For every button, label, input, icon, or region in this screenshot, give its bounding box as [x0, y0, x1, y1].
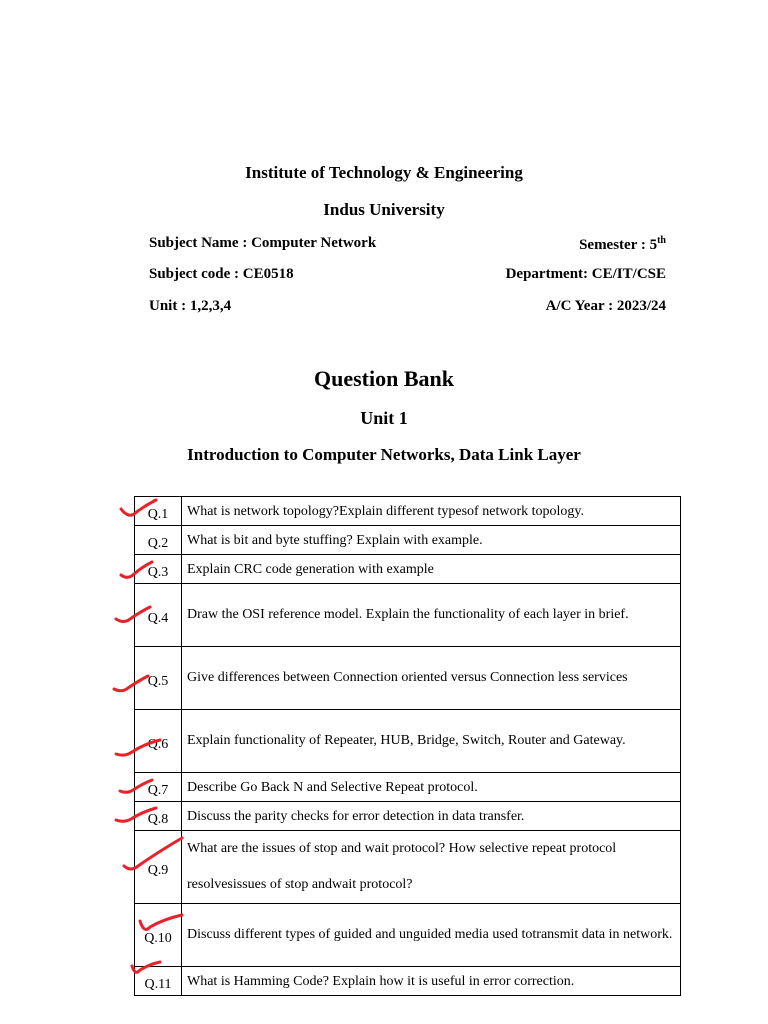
units: Unit : 1,2,3,4: [149, 298, 232, 314]
question-table: [134, 496, 681, 996]
question-text: Give differences between Connection oriented versus Connection less services: [182, 647, 681, 710]
question-text: Explain CRC code generation with example: [182, 555, 681, 584]
question-text: Discuss the parity checks for error detection in data transfer.: [182, 802, 681, 831]
table-row: [135, 584, 681, 647]
question-number: Q.8: [135, 802, 182, 831]
question-number: Q.5: [135, 647, 182, 710]
question-text: What is Hamming Code? Explain how it is useful in error correction.: [182, 967, 681, 996]
question-text: Discuss different types of guided and unguided media used totransmit data in network.: [182, 904, 681, 967]
question-text: What is network topology?Explain different typesof network topology.: [182, 497, 681, 526]
question-number: Q.2: [135, 526, 182, 555]
question-number: Q.4: [135, 584, 182, 647]
department: Department: CE/IT/CSE: [505, 266, 666, 282]
question-number: Q.10: [135, 904, 182, 967]
question-text: Explain functionality of Repeater, HUB, Bridge, Switch, Router and Gateway.: [182, 710, 681, 773]
subject-code: Subject code : CE0518: [149, 266, 294, 282]
university-name: Indus University: [323, 200, 445, 219]
table-row: [135, 967, 681, 996]
page-title: Question Bank: [314, 366, 454, 391]
table-row: [135, 497, 681, 526]
table-row: [135, 802, 681, 831]
table-row: [135, 647, 681, 710]
question-text: What are the issues of stop and wait protocol? How selective repeat protocol resolvesissues of stop andwait protocol?: [182, 831, 681, 904]
table-row: [135, 773, 681, 802]
table-row: [135, 831, 681, 904]
institute-name: Institute of Technology & Engineering: [245, 163, 523, 182]
question-text: Describe Go Back N and Selective Repeat protocol.: [182, 773, 681, 802]
question-number: Q.6: [135, 710, 182, 773]
question-number: Q.7: [135, 773, 182, 802]
question-text: Draw the OSI reference model. Explain the functionality of each layer in brief.: [182, 584, 681, 647]
table-row: [135, 904, 681, 967]
meta-row-unit: [149, 298, 666, 315]
table-row: [135, 555, 681, 584]
question-number: Q.11: [135, 967, 182, 996]
unit-heading: Unit 1: [360, 408, 408, 428]
subject-name: Subject Name : Computer Network: [149, 235, 377, 251]
table-row: [135, 526, 681, 555]
question-number: Q.3: [135, 555, 182, 584]
academic-year: A/C Year : 2023/24: [545, 298, 666, 314]
meta-row-subject: [149, 235, 666, 254]
question-number: Q.1: [135, 497, 182, 526]
question-text: What is bit and byte stuffing? Explain with example.: [182, 526, 681, 555]
meta-row-code: [149, 266, 666, 283]
semester: Semester : 5th: [579, 235, 666, 253]
question-number: Q.9: [135, 831, 182, 904]
table-row: [135, 710, 681, 773]
topic-heading: Introduction to Computer Networks, Data Link Layer: [187, 445, 581, 464]
